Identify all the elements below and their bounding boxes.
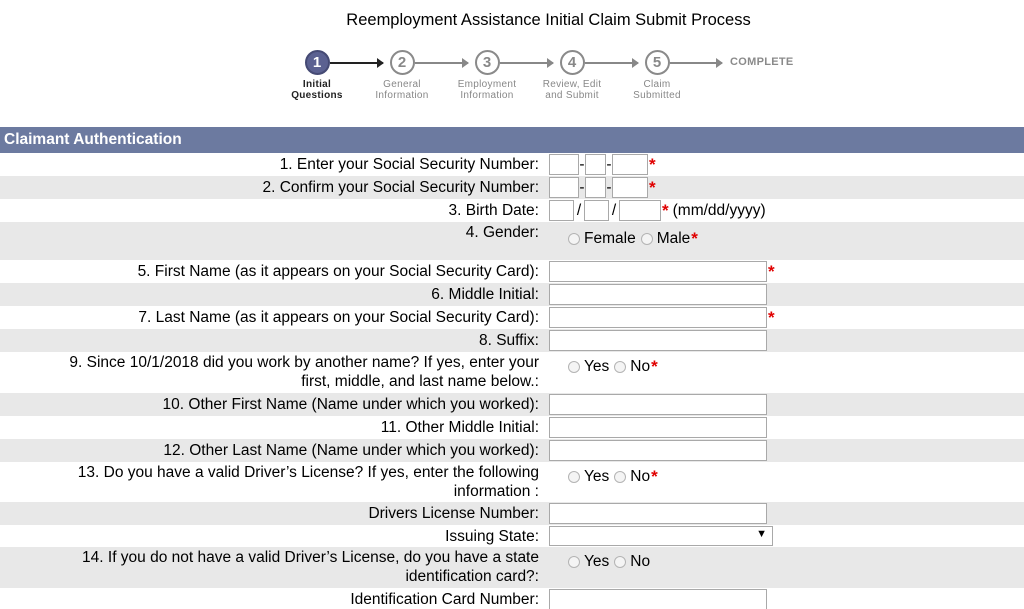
gender-female-label: Female [584, 230, 636, 247]
issuing-state-label: Issuing State: [445, 528, 539, 545]
other-name-question-label: 9. Since 10/1/2018 did you work by another name? If yes, enter your first, middle, and last name below.: [69, 354, 539, 390]
ssn-dash: - [606, 178, 612, 196]
suffix-input[interactable] [549, 330, 767, 351]
state-id-no-radio[interactable] [614, 556, 626, 568]
form-row-other-middle-initial [0, 416, 1024, 439]
step-4 [532, 50, 612, 101]
step-3-label: Employment Information [457, 79, 517, 101]
step-3 [447, 50, 527, 101]
other-last-name-label: 12. Other Last Name (Name under which you worked): [163, 442, 539, 459]
ssn-confirm-group-input[interactable] [585, 177, 606, 198]
step-2-label: General Information [375, 79, 429, 101]
ssn-field-group [549, 154, 656, 175]
required-asterisk: * [651, 357, 658, 376]
required-asterisk: * [768, 261, 775, 281]
required-asterisk: * [651, 467, 658, 486]
section-header: Claimant Authentication [0, 127, 1024, 153]
ssn-dash: - [606, 155, 612, 173]
other-name-radio-group [548, 358, 658, 376]
issuing-state-select[interactable] [549, 526, 773, 546]
form-row-drivers-license-question [0, 462, 1024, 502]
gender-label: 4. Gender: [465, 224, 539, 241]
other-last-name-field-group [549, 440, 767, 461]
last-name-input[interactable] [549, 307, 767, 328]
ssn-label: 1. Enter your Social Security Number: [279, 156, 539, 173]
suffix-field-group [549, 330, 767, 351]
form-row-other-name-question [0, 352, 1024, 393]
id-card-number-field-group [549, 589, 767, 609]
form-row-id-card-number [0, 588, 1024, 609]
form-row-ssn [0, 153, 1024, 176]
step-5 [617, 50, 697, 101]
step-5-label: Claim Submitted [633, 79, 681, 101]
form-row-suffix [0, 329, 1024, 352]
required-asterisk: * [662, 200, 669, 220]
form-row-last-name [0, 306, 1024, 329]
gender-field-group [548, 230, 698, 248]
birth-date-field-group [549, 200, 766, 221]
drivers-license-no-label: No [630, 468, 651, 485]
gender-male-radio[interactable] [641, 233, 653, 245]
birth-year-input[interactable] [619, 200, 661, 221]
other-middle-initial-input[interactable] [549, 417, 767, 438]
ssn-confirm-area-input[interactable] [549, 177, 579, 198]
form-row-birth-date [0, 199, 1024, 222]
form-row-gender [0, 222, 1024, 260]
ssn-dash: - [579, 178, 585, 196]
birth-date-label: 3. Birth Date: [448, 202, 539, 219]
first-name-label: 5. First Name (as it appears on your Social Security Card): [137, 263, 539, 280]
drivers-license-question-label: 13. Do you have a valid Driver’s License? If yes, enter the following information : [77, 464, 539, 500]
birth-month-input[interactable] [549, 200, 574, 221]
other-first-name-input[interactable] [549, 394, 767, 415]
other-name-no-radio[interactable] [614, 361, 626, 373]
claimant-form [0, 153, 1024, 609]
form-row-other-last-name [0, 439, 1024, 462]
ssn-area-input[interactable] [549, 154, 579, 175]
step-4-label: Review, Edit and Submit [542, 79, 602, 101]
state-id-no-label: No [630, 553, 651, 570]
step-1-circle: 1 [305, 50, 330, 75]
step-3-circle: 3 [475, 50, 500, 75]
ssn-dash: - [579, 155, 585, 173]
step-arrow [670, 62, 722, 64]
birth-day-input[interactable] [584, 200, 609, 221]
suffix-label: 8. Suffix: [478, 332, 539, 349]
first-name-field-group [549, 261, 775, 282]
ssn-confirm-serial-input[interactable] [612, 177, 648, 198]
page-title: Reemployment Assistance Initial Claim Submit Process [346, 11, 751, 29]
drivers-license-number-label: Drivers License Number: [368, 505, 539, 522]
form-row-ssn-confirm [0, 176, 1024, 199]
progress-stepper [0, 50, 1024, 120]
step-2-circle: 2 [390, 50, 415, 75]
other-first-name-label: 10. Other First Name (Name under which you worked): [162, 396, 539, 413]
required-asterisk: * [768, 307, 775, 327]
other-name-yes-radio[interactable] [568, 361, 580, 373]
drivers-license-number-input[interactable] [549, 503, 767, 524]
id-card-number-input[interactable] [549, 589, 767, 609]
ssn-confirm-field-group [549, 177, 656, 198]
date-slash: / [611, 201, 617, 219]
form-row-drivers-license-number [0, 502, 1024, 525]
drivers-license-yes-radio[interactable] [568, 471, 580, 483]
state-id-question-label: 14. If you do not have a valid Driver’s License, do you have a state identification card?: [82, 549, 539, 585]
other-middle-initial-label: 11. Other Middle Initial: [380, 419, 539, 436]
issuing-state-field-group [549, 526, 773, 546]
form-row-other-first-name [0, 393, 1024, 416]
drivers-license-number-field-group [549, 503, 767, 524]
ssn-serial-input[interactable] [612, 154, 648, 175]
id-card-number-label: Identification Card Number: [350, 591, 539, 608]
first-name-input[interactable] [549, 261, 767, 282]
step-4-circle: 4 [560, 50, 585, 75]
other-name-no-label: No [630, 358, 651, 375]
date-format-hint: (mm/dd/yyyy) [672, 201, 766, 219]
form-row-first-name [0, 260, 1024, 283]
form-row-state-id-question [0, 547, 1024, 588]
form-row-middle-initial [0, 283, 1024, 306]
other-middle-initial-field-group [549, 417, 767, 438]
dropdown-caret-icon: ▼ [756, 528, 767, 540]
step-1 [277, 50, 357, 101]
gender-female-radio[interactable] [568, 233, 580, 245]
middle-initial-input[interactable] [549, 284, 767, 305]
complete-label: COMPLETE [730, 56, 794, 68]
date-slash: / [576, 201, 582, 219]
step-1-label: Initial Questions [291, 79, 343, 101]
gender-male-label: Male [656, 230, 691, 247]
drivers-license-radio-group [548, 468, 658, 486]
other-last-name-input[interactable] [549, 440, 767, 461]
step-2 [362, 50, 442, 101]
last-name-label: 7. Last Name (as it appears on your Social Security Card): [138, 309, 539, 326]
ssn-group-input[interactable] [585, 154, 606, 175]
required-asterisk: * [691, 229, 698, 248]
ssn-confirm-label: 2. Confirm your Social Security Number: [262, 179, 539, 196]
state-id-yes-radio[interactable] [568, 556, 580, 568]
middle-initial-label: 6. Middle Initial: [431, 286, 539, 303]
form-row-issuing-state [0, 525, 1024, 547]
other-first-name-field-group [549, 394, 767, 415]
state-id-radio-group [548, 553, 650, 571]
required-asterisk: * [649, 154, 656, 174]
middle-initial-field-group [549, 284, 767, 305]
drivers-license-yes-label: Yes [584, 468, 610, 485]
state-id-yes-label: Yes [584, 553, 610, 570]
last-name-field-group [549, 307, 775, 328]
drivers-license-no-radio[interactable] [614, 471, 626, 483]
step-5-circle: 5 [645, 50, 670, 75]
other-name-yes-label: Yes [584, 358, 610, 375]
required-asterisk: * [649, 177, 656, 197]
